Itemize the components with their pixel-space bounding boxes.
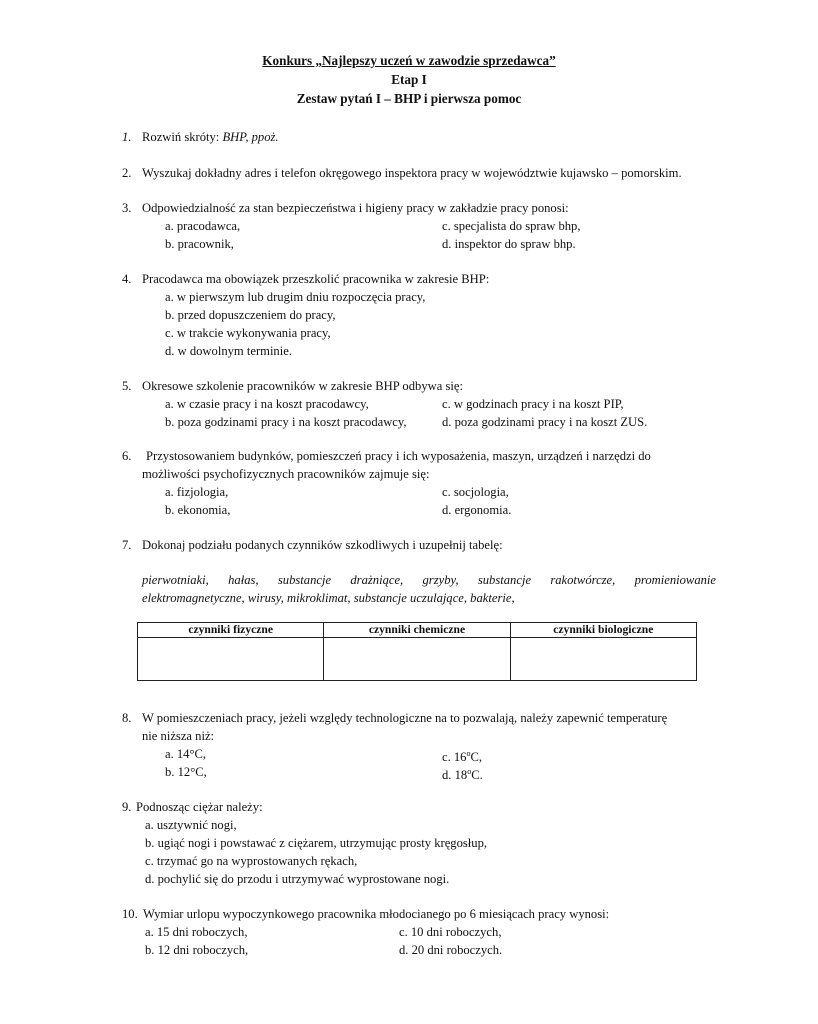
q3-option-d: d. inspektor do spraw bhp. <box>442 237 576 251</box>
table-header-chemical: czynniki chemiczne <box>324 623 510 638</box>
q9-text: Podnosząc ciężar należy: <box>136 800 263 814</box>
table-cell-chemical <box>324 638 510 681</box>
q9-option-d: d. pochylić się do przodu i utrzymywać wyprostowane nogi. <box>145 872 450 886</box>
q9-option-a: a. usztywnić nogi, <box>145 818 237 832</box>
set-title: Zestaw pytań I – BHP i pierwsza pomoc <box>296 91 522 106</box>
q4-option-a: a. w pierwszym lub drugim dniu rozpoczęcia pracy, <box>165 290 426 304</box>
q8-option-c-unit: C, <box>470 750 483 765</box>
contest-title: Konkurs „Najlepszy uczeń w zawodzie sprzedawca” <box>262 53 556 68</box>
stage-title: Etap I <box>391 72 427 87</box>
q2-number: 2. <box>122 166 132 180</box>
q3-number: 3. <box>122 201 132 215</box>
q6-text-line2: możliwości psychofizycznych pracowników zajmuje się: <box>142 467 430 481</box>
q4-option-b: b. przed dopuszczeniem do pracy, <box>165 308 336 322</box>
q6-option-c: c. socjologia, <box>442 485 509 499</box>
q6-number: 6. <box>122 449 132 463</box>
q8-option-d-unit: C. <box>471 768 483 783</box>
q7-factors-list-line2: elektromagnetyczne, wirusy, mikroklimat, substancje uczulające, bakterie, <box>142 591 515 605</box>
q4-option-c: c. w trakcie wykonywania pracy, <box>165 326 331 340</box>
q8-option-a: a. 14°C, <box>165 747 207 761</box>
q1-label: Rozwiń skróty: <box>142 130 223 144</box>
q3-option-c: c. specjalista do spraw bhp, <box>442 219 581 233</box>
degree-sign: o <box>466 749 471 758</box>
q9-number: 9. <box>122 800 132 814</box>
q7-factors-list-line1: pierwotniaki, hałas, substancje drażniące, grzyby, substancje rakotwórcze, promieniowanie <box>142 573 716 587</box>
q8-text-line1: W pomieszczeniach pracy, jeżeli względy technologiczne na to pozwalają, należy zapewnić temperaturę <box>142 711 668 725</box>
q8-option-b: b. 12°C, <box>165 765 207 779</box>
q9-option-c: c. trzymać go na wyprostowanych rękach, <box>145 854 358 868</box>
q3-option-b: b. pracownik, <box>165 237 234 251</box>
q10-option-a: a. 15 dni roboczych, <box>145 925 248 939</box>
q10-option-b: b. 12 dni roboczych, <box>145 943 249 957</box>
q5-option-d: d. poza godzinami pracy i na koszt ZUS. <box>442 415 648 429</box>
q1-number: 1. <box>122 130 132 144</box>
q5-number: 5. <box>122 379 132 393</box>
q5-option-b: b. poza godzinami pracy i na koszt pracodawcy, <box>165 415 407 429</box>
factors-table <box>137 622 697 681</box>
table-header-biological: czynniki biologiczne <box>510 623 696 638</box>
q8-number: 8. <box>122 711 132 725</box>
q7-text: Dokonaj podziału podanych czynników szkodliwych i uzupełnij tabelę: <box>142 538 503 552</box>
table-row <box>138 638 697 681</box>
q2-text: Wyszukaj dokładny adres i telefon okręgowego inspektora pracy w województwie kujawsko – pomorskim. <box>142 166 682 180</box>
q6-text-line1: Przystosowaniem budynków, pomieszczeń pracy i ich wyposażenia, maszyn, urządzeń i narzędzi do <box>146 449 651 463</box>
q7-number: 7. <box>122 538 132 552</box>
q8-option-c-value: c. 16 <box>442 750 467 765</box>
q1-text <box>142 128 279 146</box>
q5-option-c: c. w godzinach pracy i na koszt PIP, <box>442 397 624 411</box>
q6-option-a: a. fizjologia, <box>165 485 229 499</box>
q10-text: Wymiar urlopu wypoczynkowego pracownika młodocianego po 6 miesiącach pracy wynosi: <box>143 907 610 921</box>
table-cell-physical <box>138 638 324 681</box>
q5-text: Okresowe szkolenie pracowników w zakresie BHP odbywa się: <box>142 379 463 393</box>
q9-option-b: b. ugiąć nogi i powstawać z ciężarem, utrzymując prosty kręgosłup, <box>145 836 488 850</box>
degree-sign: o <box>467 767 472 776</box>
q6-option-d: d. ergonomia. <box>442 503 512 517</box>
q3-text: Odpowiedzialność za stan bezpieczeństwa i higieny pracy w zakładzie pracy ponosi: <box>142 201 569 215</box>
q4-number: 4. <box>122 272 132 286</box>
q8-text-line2: nie niższa niż: <box>142 729 215 743</box>
q1-abbreviations: BHP, ppoż. <box>222 130 279 144</box>
q5-option-a: a. w czasie pracy i na koszt pracodawcy, <box>165 397 369 411</box>
q10-option-d: d. 20 dni roboczych. <box>399 943 503 957</box>
table-header-row <box>138 623 697 638</box>
q8-option-d-value: d. 18 <box>442 768 468 783</box>
q10-option-c: c. 10 dni roboczych, <box>399 925 502 939</box>
q4-option-d: d. w dowolnym terminie. <box>165 344 292 358</box>
table-cell-biological <box>510 638 696 681</box>
q6-option-b: b. ekonomia, <box>165 503 231 517</box>
q8-option-d <box>442 763 483 784</box>
q10-number: 10. <box>122 907 138 921</box>
q4-text: Pracodawca ma obowiązek przeszkolić pracownika w zakresie BHP: <box>142 272 490 286</box>
q3-option-a: a. pracodawca, <box>165 219 241 233</box>
table-header-physical: czynniki fizyczne <box>138 623 324 638</box>
